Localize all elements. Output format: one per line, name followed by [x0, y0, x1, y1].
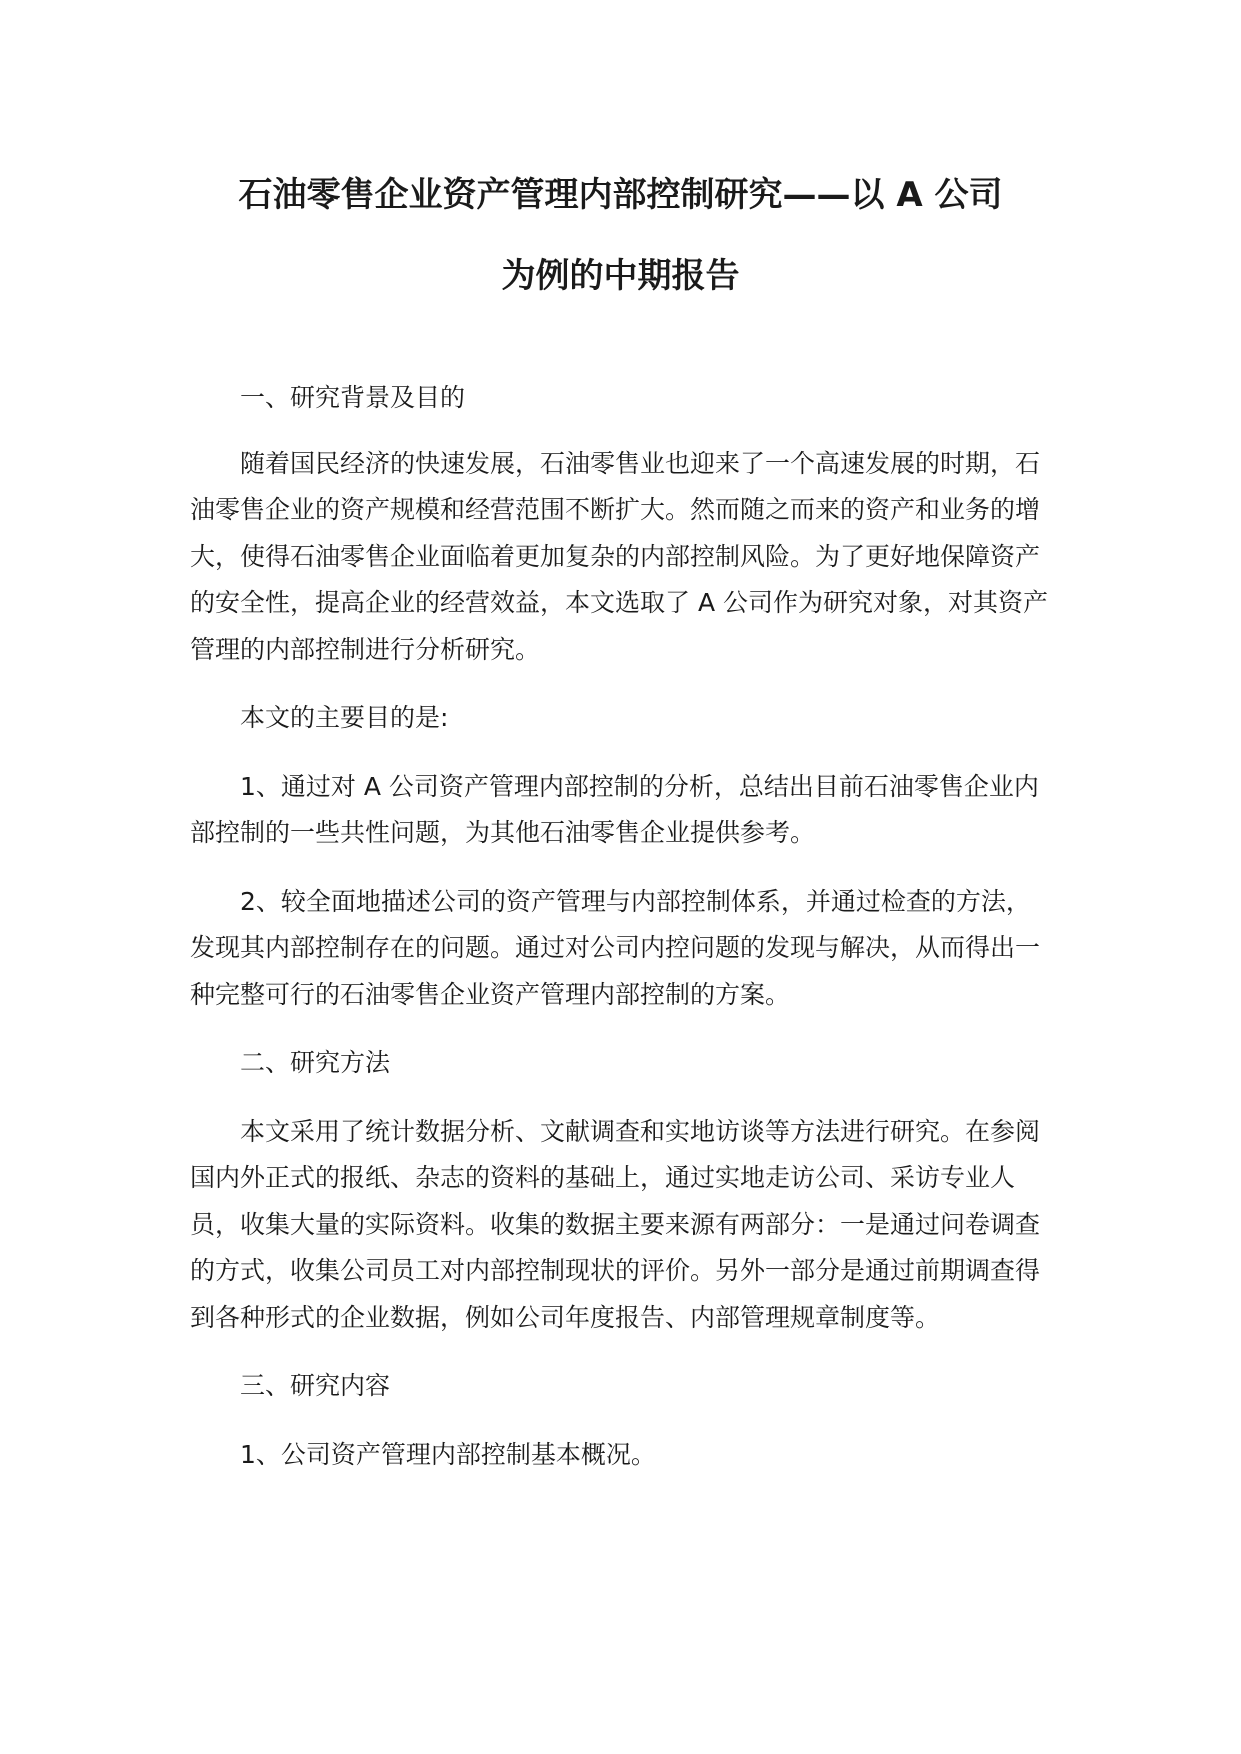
paragraph-background: 随着国民经济的快速发展，石油零售业也迎来了一个高速发展的时期，石油零售企业的资产规模和经营范围不断扩大。然而随之而来的资产和业务的增大，使得石油零售企业面临着更加复杂的内部控制风险。为了更好地保障资产的安全性，提高企业的经营效益，本文选取了 A 公司作为研究对象，对其资产管理的内部控制进行分析研究。 [190, 448, 1048, 664]
section-heading-method: 二、研究方法 [240, 1048, 391, 1077]
paragraph-method: 本文采用了统计数据分析、文献调查和实地访谈等方法进行研究。在参阅国内外正式的报纸、杂志的资料的基础上，通过实地走访公司、采访专业人员，收集大量的实际资料。收集的数据主要来源有两部分：一是通过问卷调查的方式，收集公司员工对内部控制现状的评价。另外一部分是通过前期调查得到各种形式的企业数据，例如公司年度报告、内部管理规章制度等。 [190, 1116, 1041, 1332]
document-body [190, 375, 1051, 1478]
paragraph-content-1: 1、公司资产管理内部控制基本概况。 [240, 1439, 656, 1469]
document-title-line-1: 石油零售企业资产管理内部控制研究——以 A 公司 [238, 175, 1003, 215]
document-title [190, 0, 1051, 296]
section-heading-content: 三、研究内容 [240, 1371, 391, 1400]
paragraph-main-purpose: 本文的主要目的是: [240, 703, 449, 732]
section-heading-background: 一、研究背景及目的 [240, 383, 466, 412]
paragraph-purpose-2: 2、较全面地描述公司的资产管理与内部控制体系，并通过检查的方法，发现其内部控制存在的问题。通过对公司内控问题的发现与解决，从而得出一种完整可行的石油零售企业资产管理内部控制的方案。 [190, 886, 1041, 1009]
paragraph-purpose-1: 1、通过对 A 公司资产管理内部控制的分析，总结出目前石油零售企业内部控制的一些共性问题，为其他石油零售企业提供参考。 [190, 771, 1039, 847]
document-title-line-2: 为例的中期报告 [501, 256, 740, 296]
